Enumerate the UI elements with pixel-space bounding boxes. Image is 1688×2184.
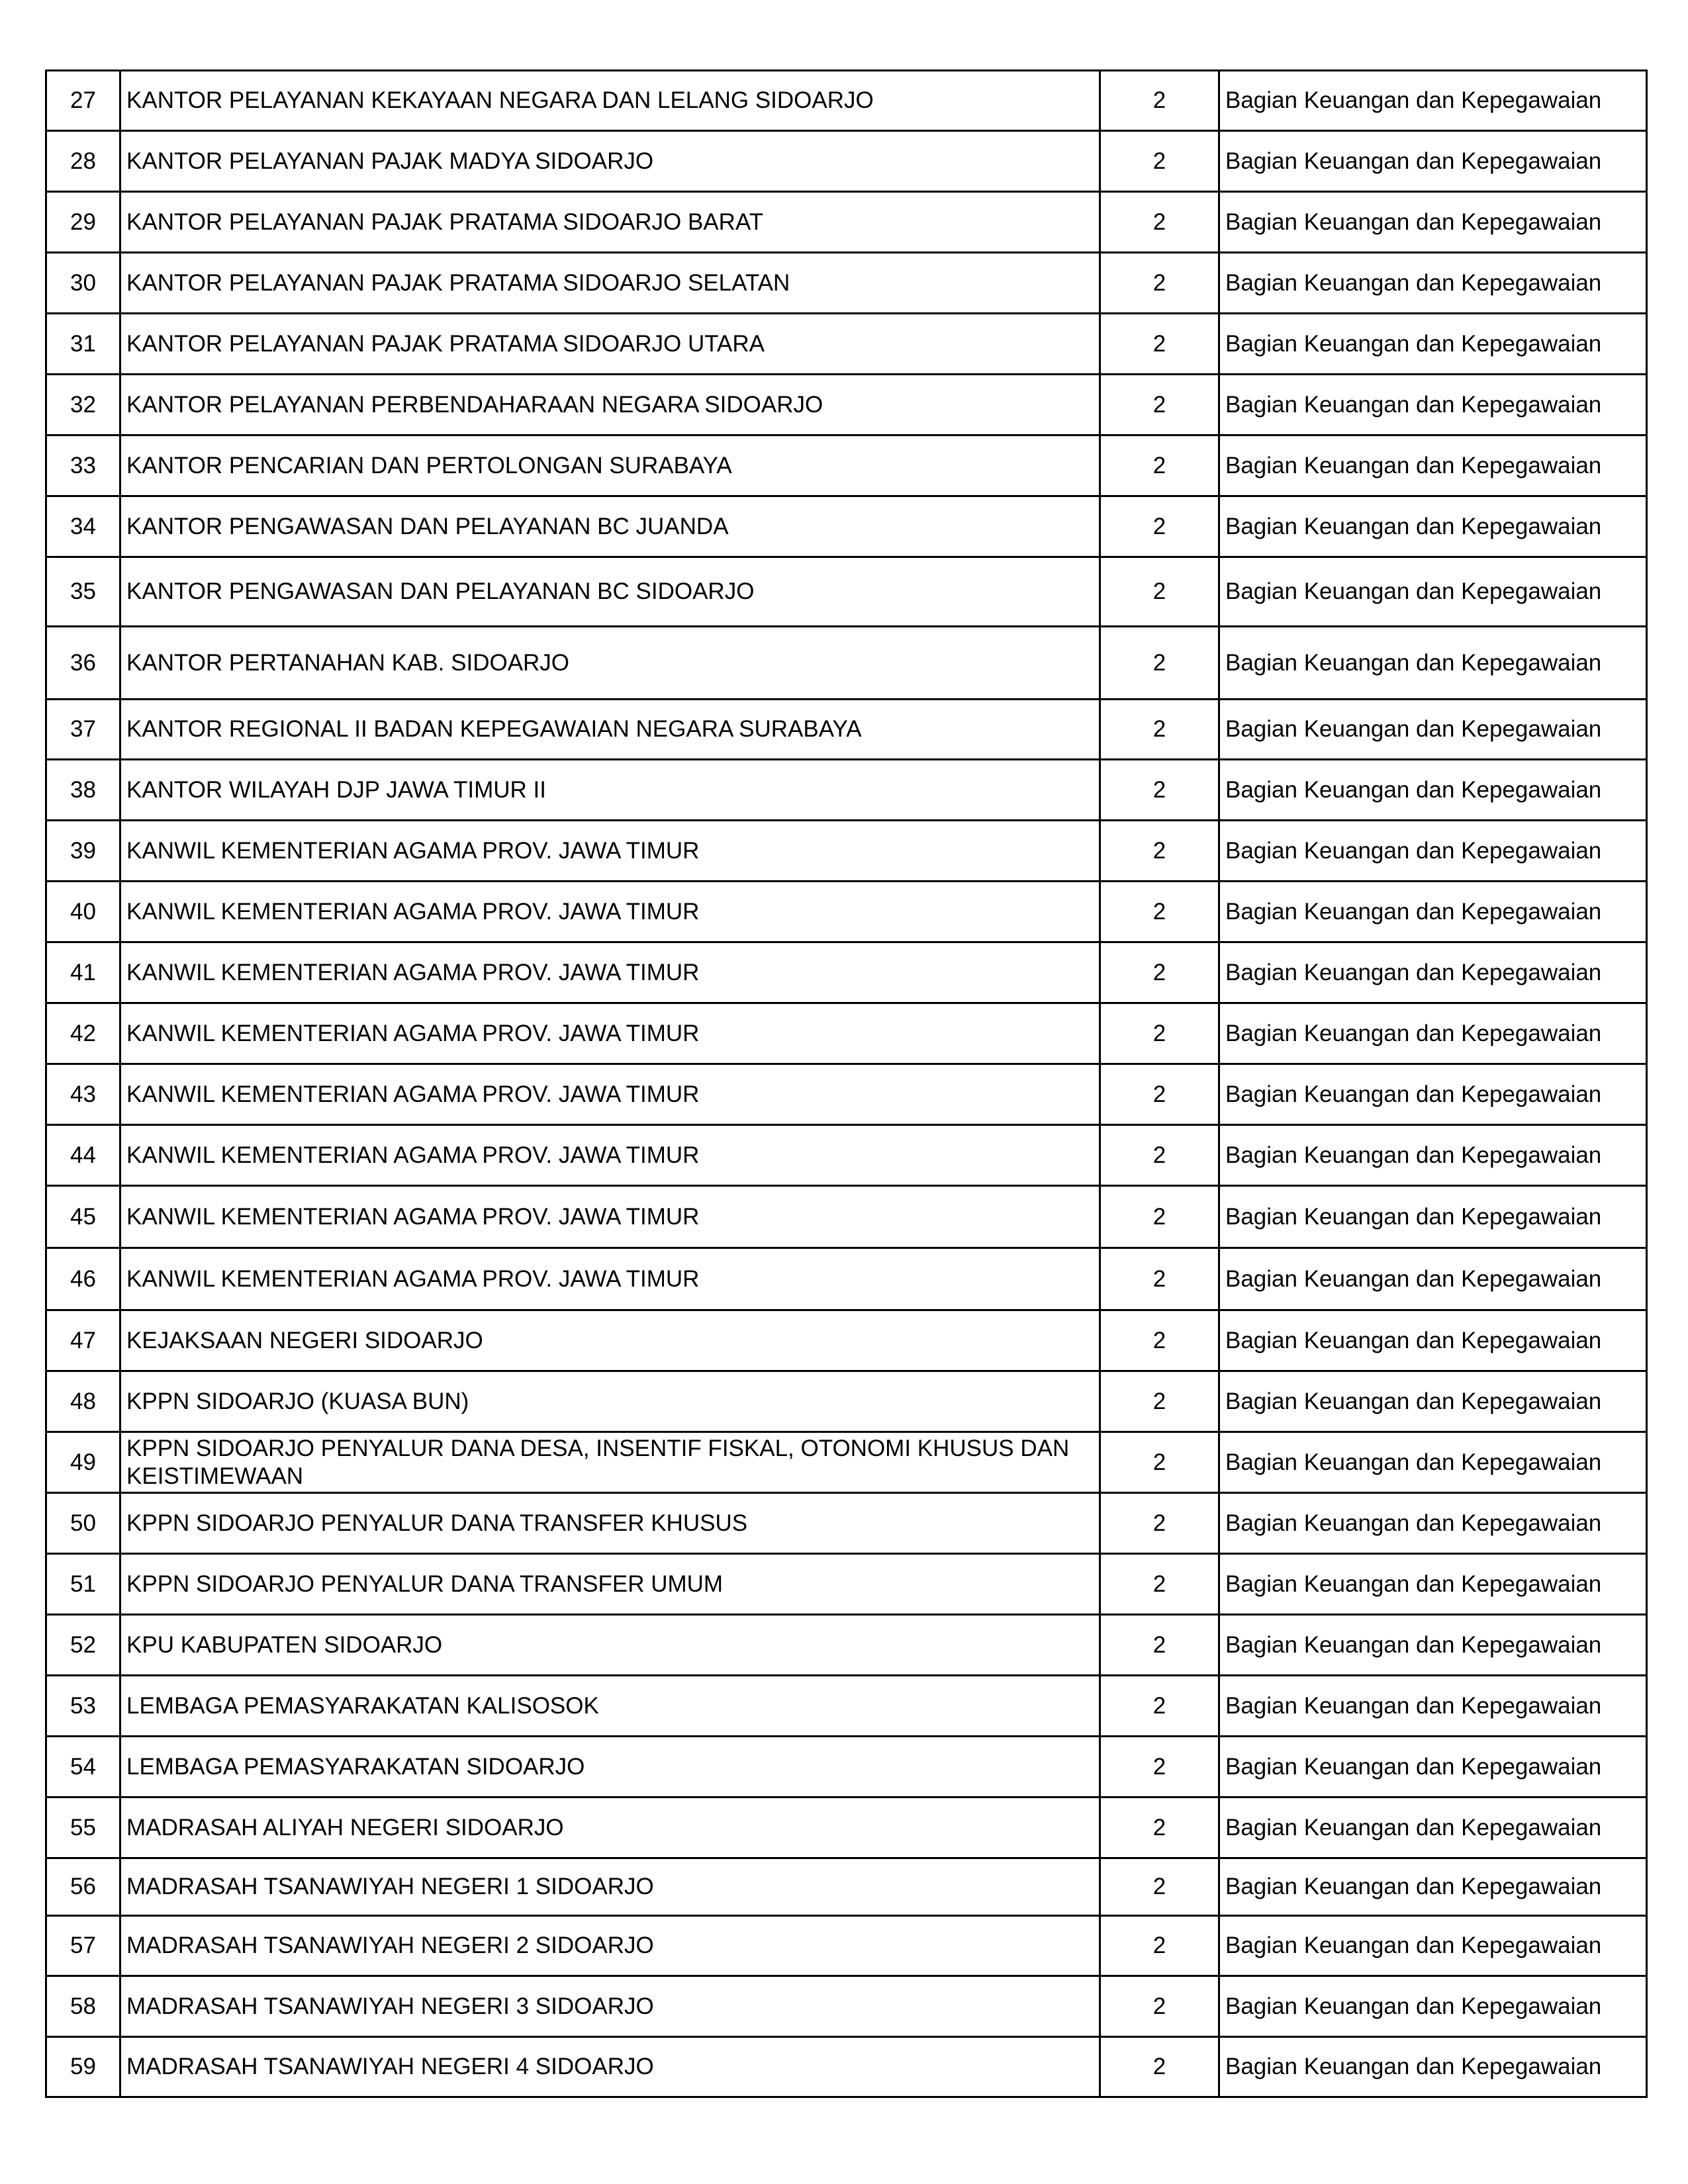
row-number-cell: 56 [46,1858,120,1916]
table-row [46,1432,1647,1493]
quantity-cell: 2 [1100,375,1219,435]
unit-cell: Bagian Keuangan dan Kepegawaian [1219,253,1647,314]
agency-name-cell: KANWIL KEMENTERIAN AGAMA PROV. JAWA TIMUR [120,821,1100,882]
unit-cell: Bagian Keuangan dan Kepegawaian [1219,1615,1647,1676]
table-row [46,2037,1647,2097]
table-row [46,1125,1647,1186]
table-row [46,557,1647,627]
agency-name-cell: KANTOR PENCARIAN DAN PERTOLONGAN SURABAYA [120,435,1100,496]
unit-cell: Bagian Keuangan dan Kepegawaian [1219,1125,1647,1186]
agency-name-cell: KANTOR PELAYANAN PAJAK PRATAMA SIDOARJO BARAT [120,192,1100,253]
table-row [46,942,1647,1003]
unit-cell: Bagian Keuangan dan Kepegawaian [1219,1186,1647,1248]
agency-name-cell: LEMBAGA PEMASYARAKATAN SIDOARJO [120,1737,1100,1797]
row-number-cell: 36 [46,627,120,700]
quantity-cell: 2 [1100,435,1219,496]
unit-cell: Bagian Keuangan dan Kepegawaian [1219,760,1647,821]
row-number-cell: 29 [46,192,120,253]
unit-cell: Bagian Keuangan dan Kepegawaian [1219,496,1647,557]
agency-name-cell: KANTOR PENGAWASAN DAN PELAYANAN BC JUANDA [120,496,1100,557]
quantity-cell: 2 [1100,557,1219,627]
table-row [46,1064,1647,1125]
unit-cell: Bagian Keuangan dan Kepegawaian [1219,131,1647,192]
unit-cell: Bagian Keuangan dan Kepegawaian [1219,1858,1647,1916]
row-number-cell: 39 [46,821,120,882]
agency-name-cell: KANTOR PELAYANAN PAJAK PRATAMA SIDOARJO UTARA [120,314,1100,375]
row-number-cell: 31 [46,314,120,375]
table-row [46,435,1647,496]
unit-cell: Bagian Keuangan dan Kepegawaian [1219,192,1647,253]
agency-name-cell: KPU KABUPATEN SIDOARJO [120,1615,1100,1676]
quantity-cell: 2 [1100,496,1219,557]
unit-cell: Bagian Keuangan dan Kepegawaian [1219,1432,1647,1493]
row-number-cell: 52 [46,1615,120,1676]
quantity-cell: 2 [1100,882,1219,942]
unit-cell: Bagian Keuangan dan Kepegawaian [1219,1976,1647,2037]
quantity-cell: 2 [1100,131,1219,192]
row-number-cell: 46 [46,1248,120,1310]
quantity-cell: 2 [1100,1371,1219,1432]
table-row [46,1615,1647,1676]
quantity-cell: 2 [1100,1676,1219,1737]
quantity-cell: 2 [1100,1003,1219,1064]
unit-cell: Bagian Keuangan dan Kepegawaian [1219,942,1647,1003]
table-row [46,1493,1647,1554]
agency-name-cell: KANWIL KEMENTERIAN AGAMA PROV. JAWA TIMUR [120,1248,1100,1310]
row-number-cell: 40 [46,882,120,942]
row-number-cell: 34 [46,496,120,557]
unit-cell: Bagian Keuangan dan Kepegawaian [1219,882,1647,942]
unit-cell: Bagian Keuangan dan Kepegawaian [1219,1916,1647,1976]
table-row [46,1858,1647,1916]
unit-cell: Bagian Keuangan dan Kepegawaian [1219,821,1647,882]
table-row [46,1003,1647,1064]
agency-name-cell: MADRASAH ALIYAH NEGERI SIDOARJO [120,1797,1100,1858]
table-row [46,71,1647,131]
row-number-cell: 30 [46,253,120,314]
table-row [46,192,1647,253]
row-number-cell: 28 [46,131,120,192]
unit-cell: Bagian Keuangan dan Kepegawaian [1219,1248,1647,1310]
quantity-cell: 2 [1100,1554,1219,1615]
table-row [46,1976,1647,2037]
table-row [46,1916,1647,1976]
quantity-cell: 2 [1100,2037,1219,2097]
table-row [46,1737,1647,1797]
table-row [46,314,1647,375]
row-number-cell: 41 [46,942,120,1003]
row-number-cell: 53 [46,1676,120,1737]
agency-name-cell: KPPN SIDOARJO PENYALUR DANA TRANSFER UMUM [120,1554,1100,1615]
row-number-cell: 54 [46,1737,120,1797]
row-number-cell: 55 [46,1797,120,1858]
unit-cell: Bagian Keuangan dan Kepegawaian [1219,2037,1647,2097]
quantity-cell: 2 [1100,192,1219,253]
row-number-cell: 37 [46,700,120,760]
agency-name-cell: KEJAKSAAN NEGERI SIDOARJO [120,1310,1100,1371]
agency-name-cell: KANTOR PENGAWASAN DAN PELAYANAN BC SIDOARJO [120,557,1100,627]
row-number-cell: 51 [46,1554,120,1615]
row-number-cell: 43 [46,1064,120,1125]
agency-name-cell: KANWIL KEMENTERIAN AGAMA PROV. JAWA TIMUR [120,1125,1100,1186]
agency-name-cell: KANTOR PERTANAHAN KAB. SIDOARJO [120,627,1100,700]
table-row [46,1554,1647,1615]
agency-name-cell: KANWIL KEMENTERIAN AGAMA PROV. JAWA TIMUR [120,1186,1100,1248]
quantity-cell: 2 [1100,1615,1219,1676]
table-row [46,1676,1647,1737]
quantity-cell: 2 [1100,1064,1219,1125]
quantity-cell: 2 [1100,700,1219,760]
quantity-cell: 2 [1100,71,1219,131]
row-number-cell: 59 [46,2037,120,2097]
table-row [46,1371,1647,1432]
agency-name-cell: KANTOR WILAYAH DJP JAWA TIMUR II [120,760,1100,821]
unit-cell: Bagian Keuangan dan Kepegawaian [1219,627,1647,700]
unit-cell: Bagian Keuangan dan Kepegawaian [1219,1371,1647,1432]
table-row [46,253,1647,314]
table-row [46,882,1647,942]
unit-cell: Bagian Keuangan dan Kepegawaian [1219,1737,1647,1797]
quantity-cell: 2 [1100,1797,1219,1858]
row-number-cell: 27 [46,71,120,131]
table-row [46,1310,1647,1371]
agency-name-cell: KANTOR PELAYANAN PAJAK MADYA SIDOARJO [120,131,1100,192]
agency-name-cell: KANWIL KEMENTERIAN AGAMA PROV. JAWA TIMUR [120,1003,1100,1064]
quantity-cell: 2 [1100,1125,1219,1186]
row-number-cell: 58 [46,1976,120,2037]
unit-cell: Bagian Keuangan dan Kepegawaian [1219,1554,1647,1615]
agency-name-cell: KPPN SIDOARJO PENYALUR DANA DESA, INSENTIF FISKAL, OTONOMI KHUSUS DAN KEISTIMEWAAN [120,1432,1100,1493]
table-body [46,71,1647,2097]
unit-cell: Bagian Keuangan dan Kepegawaian [1219,1064,1647,1125]
unit-cell: Bagian Keuangan dan Kepegawaian [1219,700,1647,760]
agency-name-cell: KANWIL KEMENTERIAN AGAMA PROV. JAWA TIMUR [120,882,1100,942]
agency-name-cell: KANTOR PELAYANAN KEKAYAAN NEGARA DAN LELANG SIDOARJO [120,71,1100,131]
data-table [45,69,1648,2098]
row-number-cell: 57 [46,1916,120,1976]
row-number-cell: 47 [46,1310,120,1371]
agency-name-cell: MADRASAH TSANAWIYAH NEGERI 2 SIDOARJO [120,1916,1100,1976]
table-row [46,627,1647,700]
unit-cell: Bagian Keuangan dan Kepegawaian [1219,314,1647,375]
agency-name-cell: MADRASAH TSANAWIYAH NEGERI 4 SIDOARJO [120,2037,1100,2097]
agency-name-cell: KANWIL KEMENTERIAN AGAMA PROV. JAWA TIMUR [120,942,1100,1003]
agency-name-cell: KANTOR PELAYANAN PERBENDAHARAAN NEGARA SIDOARJO [120,375,1100,435]
row-number-cell: 50 [46,1493,120,1554]
unit-cell: Bagian Keuangan dan Kepegawaian [1219,71,1647,131]
row-number-cell: 35 [46,557,120,627]
quantity-cell: 2 [1100,821,1219,882]
quantity-cell: 2 [1100,1737,1219,1797]
quantity-cell: 2 [1100,1493,1219,1554]
quantity-cell: 2 [1100,1916,1219,1976]
agency-name-cell: LEMBAGA PEMASYARAKATAN KALISOSOK [120,1676,1100,1737]
agency-name-cell: KANWIL KEMENTERIAN AGAMA PROV. JAWA TIMUR [120,1064,1100,1125]
agency-name-cell: KANTOR PELAYANAN PAJAK PRATAMA SIDOARJO SELATAN [120,253,1100,314]
unit-cell: Bagian Keuangan dan Kepegawaian [1219,435,1647,496]
unit-cell: Bagian Keuangan dan Kepegawaian [1219,1003,1647,1064]
row-number-cell: 49 [46,1432,120,1493]
unit-cell: Bagian Keuangan dan Kepegawaian [1219,1797,1647,1858]
agency-name-cell: MADRASAH TSANAWIYAH NEGERI 3 SIDOARJO [120,1976,1100,2037]
table-row [46,131,1647,192]
row-number-cell: 33 [46,435,120,496]
table-row [46,821,1647,882]
table-row [46,760,1647,821]
unit-cell: Bagian Keuangan dan Kepegawaian [1219,1493,1647,1554]
quantity-cell: 2 [1100,1248,1219,1310]
table-row [46,375,1647,435]
quantity-cell: 2 [1100,942,1219,1003]
unit-cell: Bagian Keuangan dan Kepegawaian [1219,557,1647,627]
quantity-cell: 2 [1100,1858,1219,1916]
row-number-cell: 45 [46,1186,120,1248]
agency-name-cell: MADRASAH TSANAWIYAH NEGERI 1 SIDOARJO [120,1858,1100,1916]
quantity-cell: 2 [1100,1976,1219,2037]
quantity-cell: 2 [1100,627,1219,700]
unit-cell: Bagian Keuangan dan Kepegawaian [1219,1676,1647,1737]
unit-cell: Bagian Keuangan dan Kepegawaian [1219,375,1647,435]
row-number-cell: 44 [46,1125,120,1186]
quantity-cell: 2 [1100,314,1219,375]
table-row [46,1248,1647,1310]
quantity-cell: 2 [1100,760,1219,821]
quantity-cell: 2 [1100,1310,1219,1371]
quantity-cell: 2 [1100,1432,1219,1493]
table-row [46,1797,1647,1858]
agency-name-cell: KANTOR REGIONAL II BADAN KEPEGAWAIAN NEGARA SURABAYA [120,700,1100,760]
agency-name-cell: KPPN SIDOARJO (KUASA BUN) [120,1371,1100,1432]
row-number-cell: 32 [46,375,120,435]
row-number-cell: 42 [46,1003,120,1064]
quantity-cell: 2 [1100,253,1219,314]
table-row [46,1186,1647,1248]
unit-cell: Bagian Keuangan dan Kepegawaian [1219,1310,1647,1371]
table-row [46,700,1647,760]
row-number-cell: 48 [46,1371,120,1432]
quantity-cell: 2 [1100,1186,1219,1248]
table-row [46,496,1647,557]
row-number-cell: 38 [46,760,120,821]
agency-name-cell: KPPN SIDOARJO PENYALUR DANA TRANSFER KHUSUS [120,1493,1100,1554]
